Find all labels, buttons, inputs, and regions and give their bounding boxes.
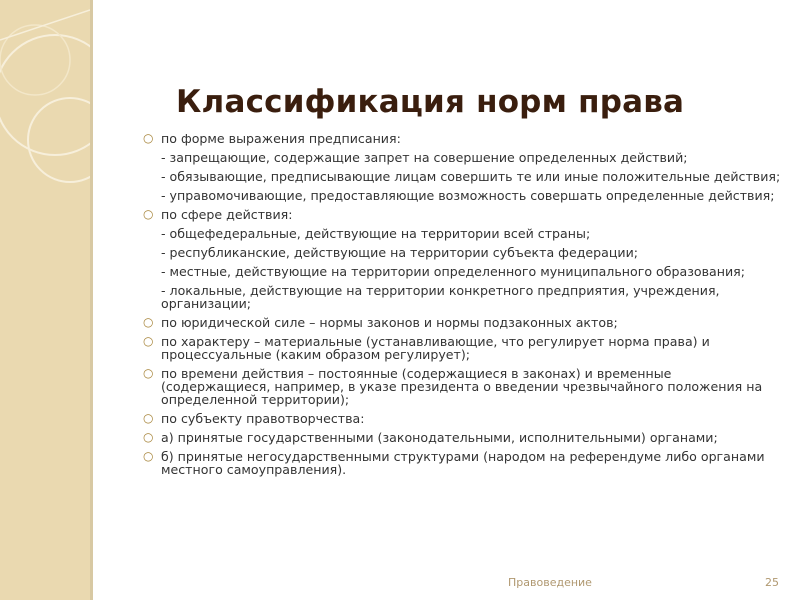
list-item: - управомочивающие, предоставляющие возможность совершать определенные действия;	[161, 188, 775, 203]
list-item: - общефедеральные, действующие на территории всей страны;	[161, 226, 591, 241]
slide-title: Классификация норм права	[176, 84, 685, 120]
list-item: - запрещающие, содержащие запрет на совершение определенных действий;	[161, 150, 688, 165]
decorative-circles-graphic	[0, 0, 90, 600]
bullet-icon: ○	[143, 366, 154, 380]
bullet-icon: ○	[143, 315, 154, 329]
list-item: - местные, действующие на территории определенного муниципального образования;	[161, 264, 745, 279]
list-item: ○ по субъекту правотворчества:	[143, 411, 365, 426]
list-item: ○ по времени действия – постоянные (содержащиеся в законах) и временные (содержащиеся, например, в указе президента о введении чрезвычайного положения на определенной территории);	[143, 366, 763, 407]
list-item: ○ б) принятые негосударственными структурами (народом на референдуме либо органами местного самоуправления).	[143, 449, 765, 477]
slide-content	[143, 132, 783, 482]
bullet-icon: ○	[143, 334, 154, 348]
bullet-icon: ○	[143, 430, 154, 444]
bullet-icon: ○	[143, 131, 154, 145]
decorative-side-panel	[0, 0, 90, 600]
side-panel-divider	[90, 0, 93, 600]
bullet-icon: ○	[143, 449, 154, 463]
list-item: ○ по юридической силе – нормы законов и нормы подзаконных актов;	[143, 315, 618, 330]
list-item: - республиканские, действующие на территории субъекта федерации;	[161, 245, 639, 260]
bullet-icon: ○	[143, 207, 154, 221]
list-item: - локальные, действующие на территории конкретного предприятия, учреждения, организации;	[161, 283, 720, 311]
list-item: ○ по сфере действия:	[143, 207, 293, 222]
list-item: ○ по форме выражения предписания:	[143, 131, 401, 146]
bullet-icon: ○	[143, 411, 154, 425]
footer-label: Правоведение	[508, 576, 592, 589]
page-number: 25	[765, 576, 779, 589]
list-item: ○ по характеру – материальные (устанавливающие, что регулирует норма права) и процессуальные (каким образом регулирует);	[143, 334, 710, 362]
list-item: ○ а) принятые государственными (законодательными, исполнительными) органами;	[143, 430, 718, 445]
list-item: - обязывающие, предписывающие лицам совершить те или иные положительные действия;	[161, 169, 781, 184]
